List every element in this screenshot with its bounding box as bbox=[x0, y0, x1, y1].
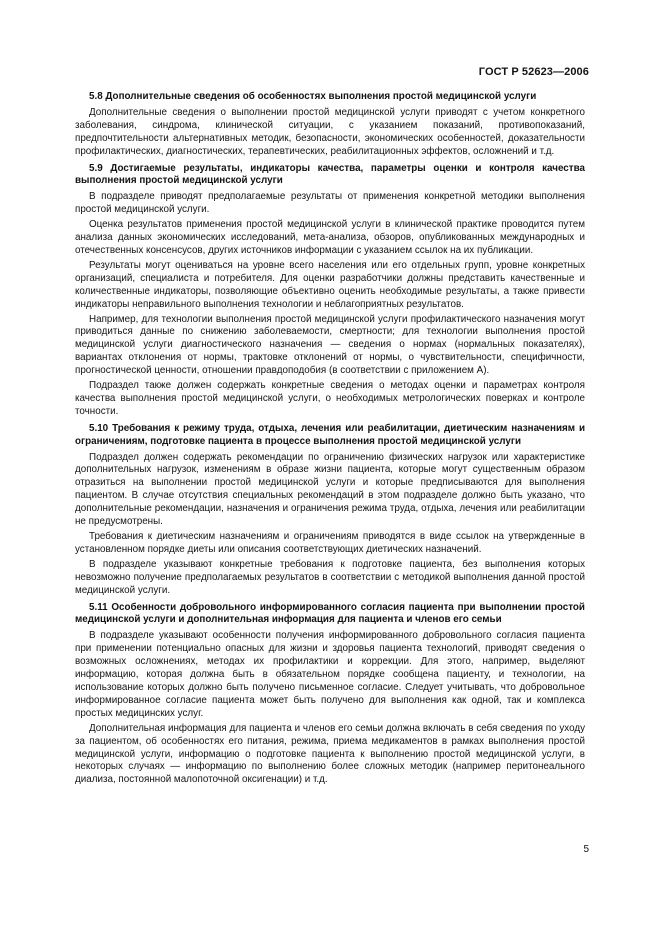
section-heading: 5.10 Требования к режиму труда, отдыха, лечения или реабилитации, диетическим назначениям и ограничениям, подготовке пациента в процессе выполнения простой медицинской услуги bbox=[75, 422, 585, 447]
section-5-11 bbox=[75, 602, 585, 788]
section-5-10 bbox=[75, 423, 585, 598]
paragraph: В подразделе приводят предполагаемые результаты от применения конкретной методики выполнения простой медицинской услуги. bbox=[75, 191, 585, 216]
section-heading: 5.11 Особенности добровольного информированного согласия пациента при выполнении простой медицинской услуги и дополнительная информация для пациента и членов его семьи bbox=[75, 601, 585, 626]
paragraph: Подраздел должен содержать рекомендации по ограничению физических нагрузок или характеристике дополнительных нагрузок, изменениям в образе жизни пациента, которые могут существенным образом отразиться на выполнении простой медицинской услуги и которые предписываются для выполнения пациентом. В случае отсутствия специальных рекомендаций в этом подразделе должно быть указано, что дополнительные рекомендации, назначения и ограничения режима труда, отдыха, лечения или реабилитации не предусмотрены. bbox=[75, 451, 585, 528]
section-5-9 bbox=[75, 163, 585, 419]
paragraph: В подразделе указывают особенности получения информированного добровольного согласия пациента при применении потенциально опасных для жизни и здоровья пациента технологий, приводят сведения о возможных осложнениях, методах их профилактики и коррекции. Для этого, например, выделяют информацию, которая должна быть в обязательном порядке сообщена пациенту, и технологии, на использование которых должно быть получено письменное согласие. Следует учитывать, что добровольное информированное согласие пациента может быть получено для выполнения как одной, так и комплекса простых медицинских услуг. bbox=[75, 630, 585, 719]
paragraph: Результаты могут оцениваться на уровне всего населения или его отдельных групп, уровне конкретных организаций, специалиста и потребителя. Для оценки разработчики должны представить качественные и количественные индикаторы, позволяющие объективно оценить необходимые результаты, а также привести индикаторы неправильного выполнения технологии и неблагоприятных результатов. bbox=[75, 259, 585, 310]
section-heading: 5.9 Достигаемые результаты, индикаторы качества, параметры оценки и контроля качества выполнения простой медицинской услуги bbox=[75, 162, 585, 187]
paragraph: Например, для технологии выполнения простой медицинской услуги профилактического назначения могут приводиться данные по снижению заболеваемости, смертности; для технологии выполнения простой медицинской услуги диагностического назначения — сведения о нормах (нормальных показателях), вариантах отклонения от нормы, трактовке отклонений от нормы, о чувствительности, специфичности, прогностической ценности, отношении правдоподобия (в соответствии с приложением А). bbox=[75, 313, 585, 377]
paragraph: Дополнительная информация для пациента и членов его семьи должна включать в себя сведения по уходу за пациентом, об особенностях его питания, режима, приема медикаментов в рамках выполнения простой медицинской услуги, информацию о подготовке пациента к выполнению простой медицинской услуги, в некоторых случаях — информацию по выполнению более сложных методик (например перитонеального диализа, постоянной малопоточной оксигенации) и т.д. bbox=[75, 722, 585, 786]
section-5-8 bbox=[75, 91, 585, 159]
paragraph: Подраздел также должен содержать конкретные сведения о методах оценки и параметрах контроля качества выполнения простой медицинской услуги, о необходимых метрологических поверках и контроле точности. bbox=[75, 380, 585, 417]
section-heading: 5.8 Дополнительные сведения об особенностях выполнения простой медицинской услуги bbox=[89, 91, 537, 102]
page-number: 5 bbox=[583, 844, 589, 855]
paragraph: Оценка результатов применения простой медицинской услуги в клинической практике проводится путем анализа данных экономических исследований, мета-анализа, обзоров, опубликованных международных и отечественных консенсусов, других источников информации с указанием ссылок на их публикации. bbox=[75, 219, 585, 256]
standard-number: ГОСТ Р 52623—2006 bbox=[478, 66, 589, 78]
paragraph: Требования к диетическим назначениям и ограничениям приводятся в виде ссылок на утвержденные в установленном порядке диеты или описания соответствующих диетических назначений. bbox=[75, 531, 585, 555]
paragraph: Дополнительные сведения о выполнении простой медицинской услуги приводят с учетом конкретного заболевания, синдрома, клинической ситуации, с указанием показаний, противопоказаний, предпочтительности альтернативных методик, безопасности, экономических особенностей, доказательности профилактических, диагностических, терапевтических, реабилитационных эффектов, осложнений и т.д. bbox=[75, 106, 585, 157]
paragraph: В подразделе указывают конкретные требования к подготовке пациента, без выполнения которых невозможно получение предполагаемых результатов в соответствии с методикой выполнения данной простой медицинской услуги. bbox=[75, 558, 585, 596]
document-body bbox=[75, 91, 585, 791]
